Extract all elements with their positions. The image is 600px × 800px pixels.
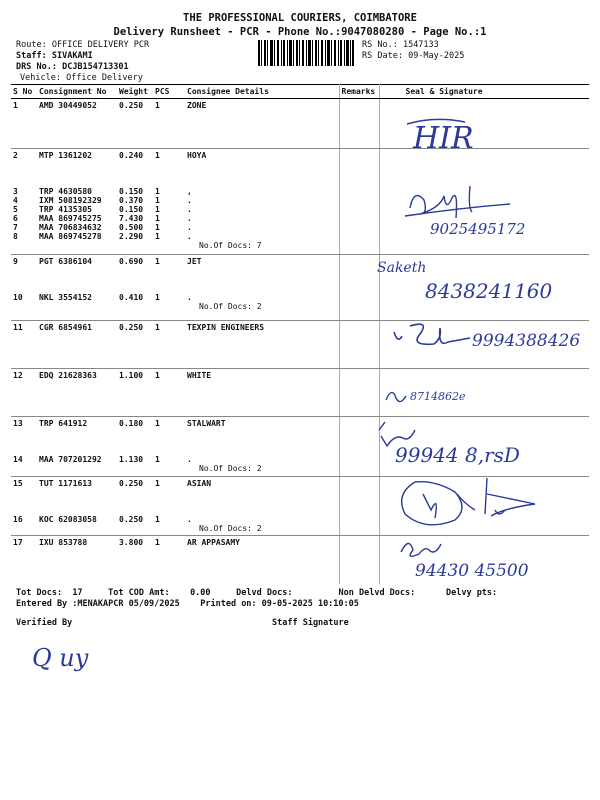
col-remarks: Remarks	[339, 85, 379, 99]
signature-13	[375, 416, 545, 472]
signature-17	[395, 532, 540, 582]
table-row: 17 IXU 853788 3.800 1 AR APPASAMY	[11, 536, 589, 584]
staff-signature-label: Staff Signature	[272, 618, 349, 628]
drs-line: DRS No.: DCJB154713301	[16, 62, 129, 72]
col-consignee: Consignee Details	[185, 85, 339, 99]
table-row: 12 EDQ 21628363 1.100 1 WHITE	[11, 369, 589, 417]
docs-note: No.Of Docs: 2	[199, 464, 262, 473]
entered-by-line: Entered By :MENAKAPCR 05/09/2025 Printed on: 09-05-2025 10:10:05	[16, 599, 359, 609]
table-row-group: 13 14 TRP 641912 MAA 707201292 0.180 1.130 1 1 STALWART . No.Of Docs: 2	[11, 417, 589, 477]
col-signature: Seal & Signature	[379, 85, 589, 99]
rs-no-line: RS No.: 1547133	[362, 40, 439, 50]
company-title: THE PROFESSIONAL COURIERS, COIMBATORE	[183, 12, 417, 24]
totals-line: Tot Docs: 17 Tot COD Amt: 0.00 Delvd Docs: Non Delvd Docs: Delvy pts:	[16, 588, 498, 598]
svg-text:HIR: HIR	[413, 121, 474, 156]
svg-text:8714862e: 8714862e	[410, 390, 466, 403]
signature-15	[395, 474, 545, 534]
svg-text:99944 8,rsD: 99944 8,rsD	[395, 443, 520, 467]
svg-text:Saketh: Saketh	[377, 260, 427, 276]
signature-12	[382, 380, 502, 410]
verified-signature	[30, 636, 120, 676]
docs-note: No.Of Docs: 7	[199, 241, 262, 250]
barcode	[258, 40, 354, 66]
col-consignment: Consignment No	[37, 85, 117, 99]
staff-line: Staff: SIVAKAMI	[16, 51, 93, 61]
docs-note: No.Of Docs: 2	[199, 302, 262, 311]
verified-by-label: Verified By	[16, 618, 73, 628]
col-sno: S No	[11, 85, 37, 99]
svg-text:Q uy: Q uy	[32, 644, 89, 672]
svg-text:8438241160: 8438241160	[425, 279, 553, 303]
route-line: Route: OFFICE DELIVERY PCR	[16, 40, 150, 50]
docs-note: No.Of Docs: 2	[199, 524, 262, 533]
svg-text:94430 45500: 94430 45500	[415, 561, 529, 581]
vehicle-line: Vehicle: Office Delivery	[20, 73, 143, 83]
col-weight: Weight	[117, 85, 153, 99]
col-pcs: PCS	[153, 85, 185, 99]
table-header-row	[11, 85, 589, 99]
signature-9	[375, 254, 560, 304]
table-row-group: 15 16 TUT 1171613 KOC 62083058 0.250 0.250 1 1 ASIAN . No.Of Docs: 2	[11, 477, 589, 536]
signature-11	[390, 318, 580, 360]
runsheet-title: Delivery Runsheet - PCR - Phone No.:9047080280 - Page No.:1	[113, 26, 487, 38]
svg-text:9025495172: 9025495172	[430, 220, 526, 238]
signature-1	[405, 112, 495, 157]
signature-3	[400, 178, 565, 240]
table-row-group: 9 10 PGT 6386104 NKL 3554152 0.690 0.410 1 1 JET . No.Of Docs: 2	[11, 255, 589, 321]
table-row: 1 AMD 30449052 0.250 1 ZONE	[11, 99, 589, 149]
rs-date-line: RS Date: 09-May-2025	[362, 51, 465, 61]
table-row-group: 2 3 4 5 6 7 8 MTP 1361202 TRP 4630580 IXM 508192329 TRP 4135305 MAA 869745275 MAA 706834632 MAA 869745278 0.240 0.150 0.370 0.150 7.430 0.500 2.290 1 1 1 1 1 1 1 HOYA , . . . . . No.Of Docs: 7	[11, 149, 589, 255]
table-row: 11 CGR 6854961 0.250 1 TEXPIN ENGINEERS	[11, 321, 589, 369]
svg-text:9994388426: 9994388426	[472, 331, 580, 351]
